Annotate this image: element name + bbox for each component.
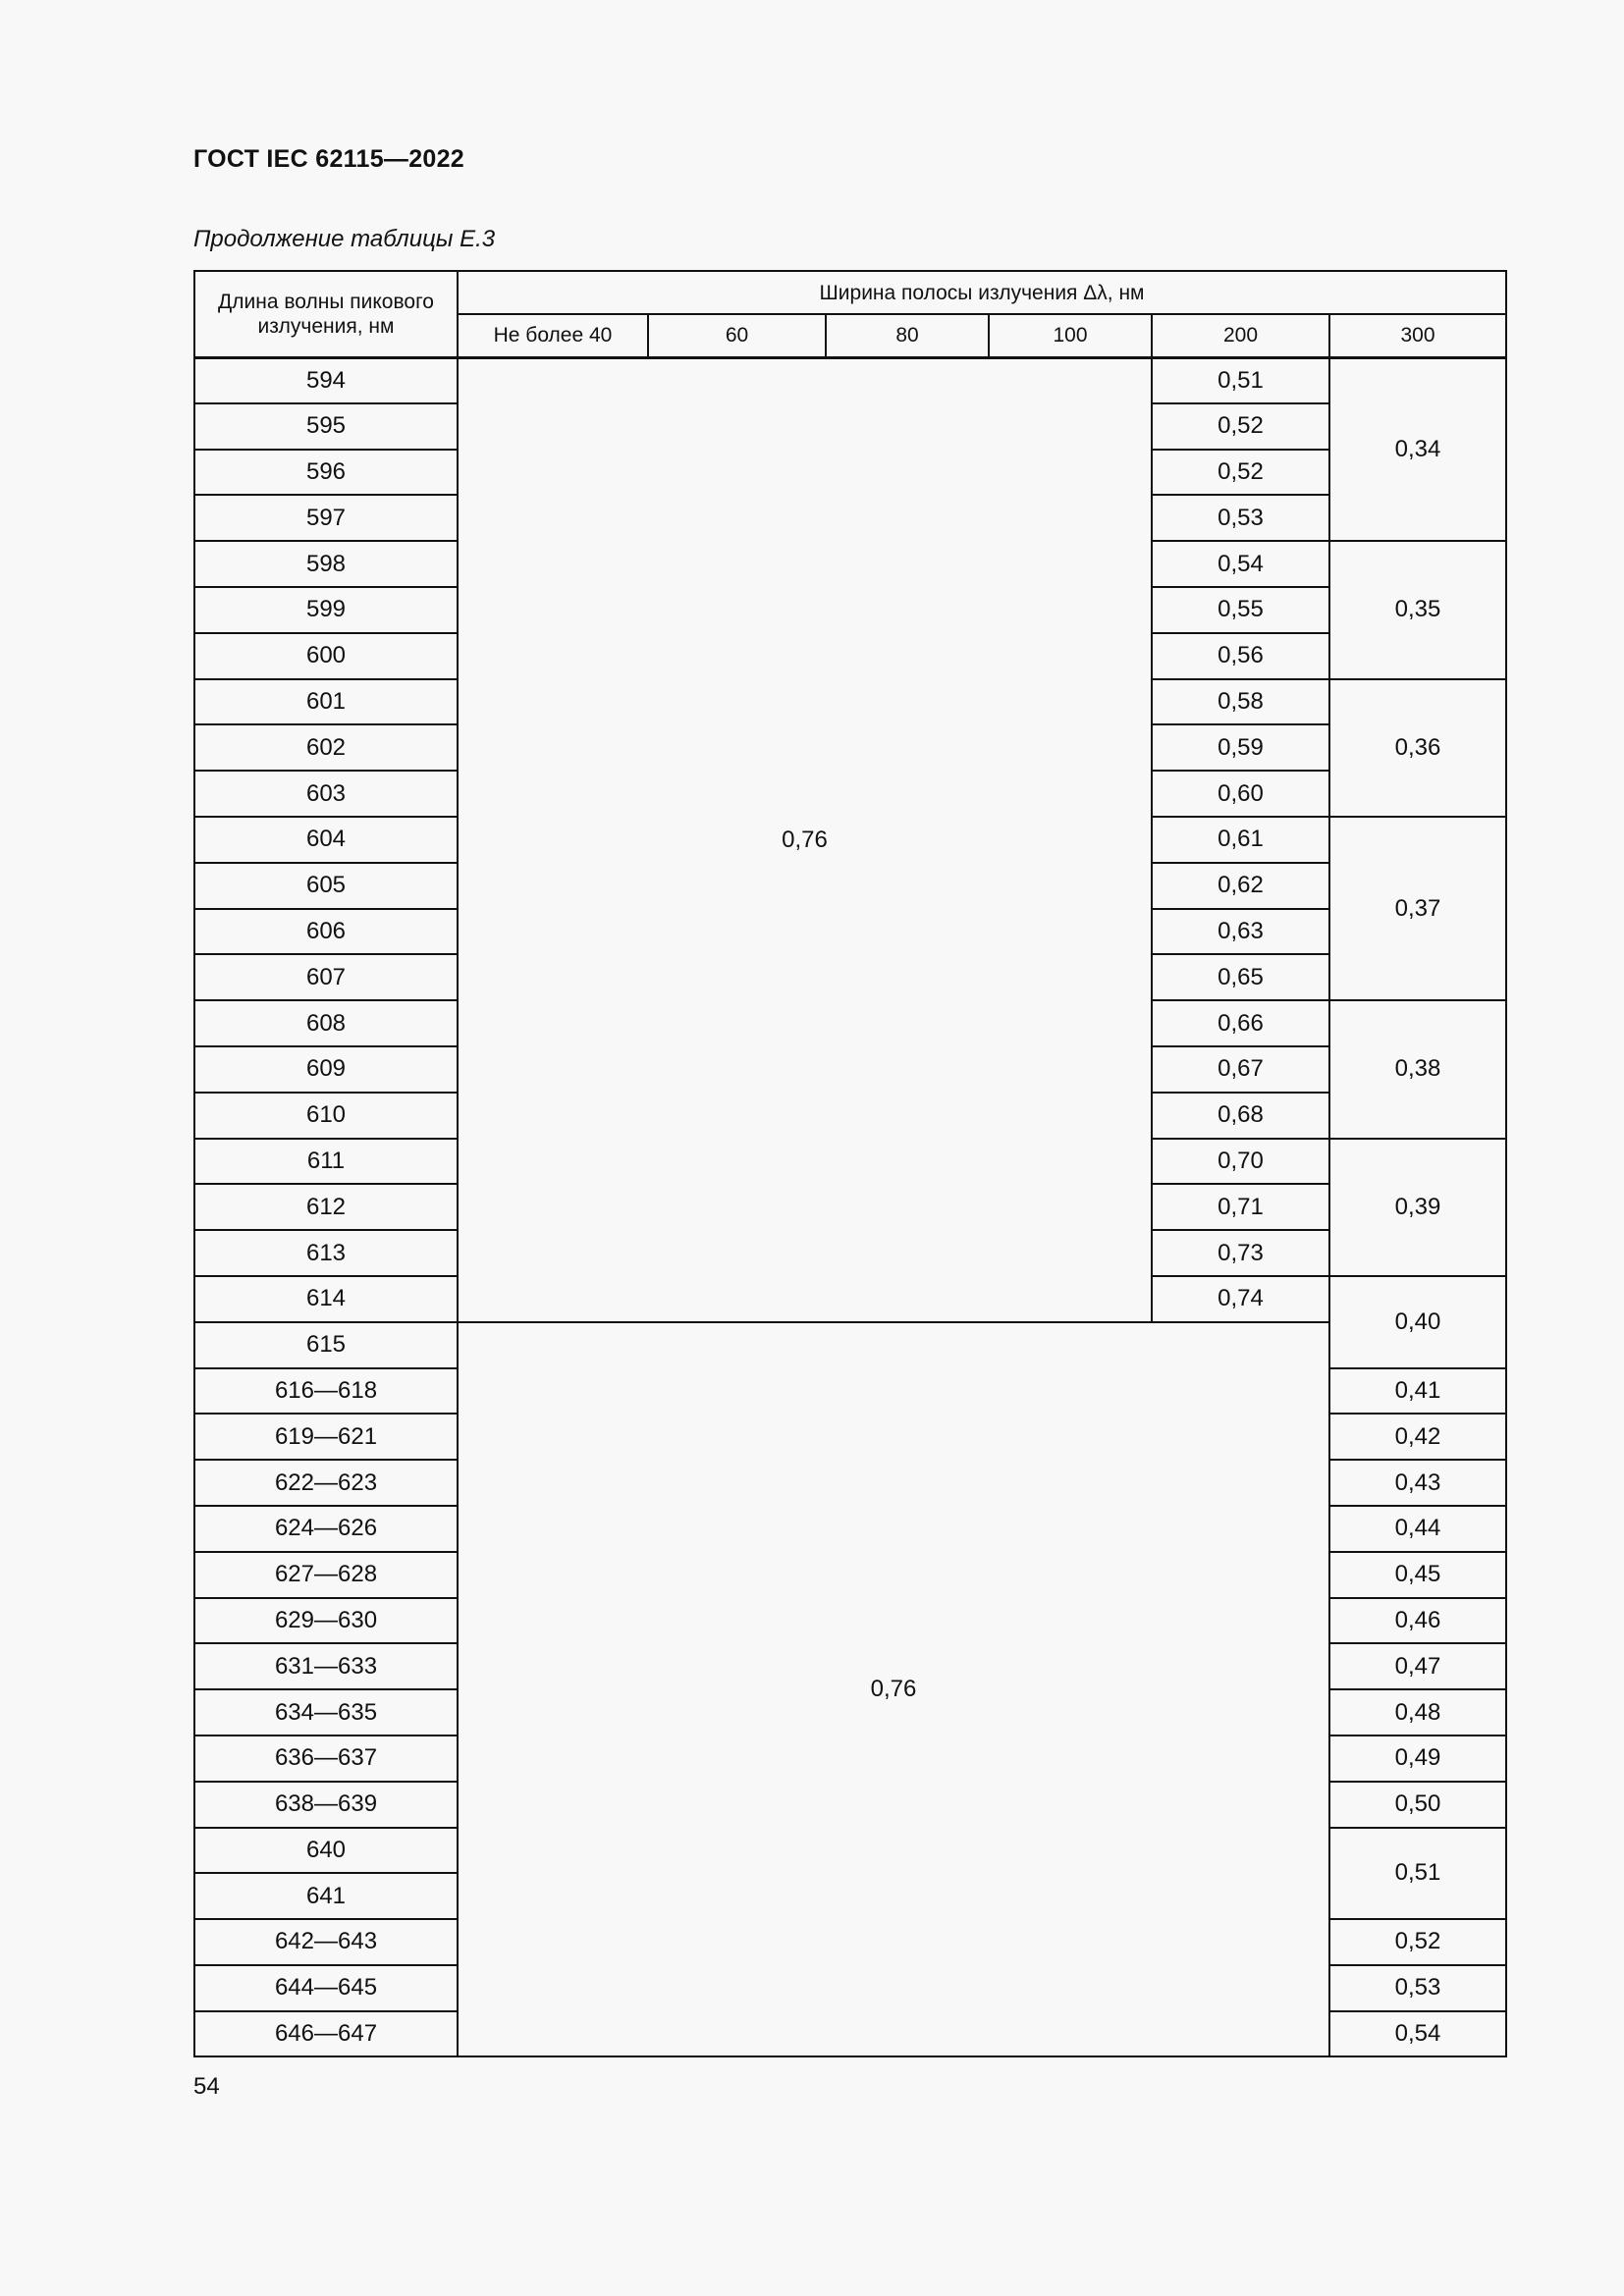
bandwidth-300-cell: 0,35	[1329, 541, 1506, 678]
header-wavelength: Длина волны пикового излучения, нм	[194, 271, 458, 357]
bandwidth-300-cell: 0,46	[1329, 1598, 1506, 1644]
wavelength-cell: 615	[194, 1322, 458, 1368]
bandwidth-300-cell: 0,47	[1329, 1643, 1506, 1689]
wavelength-cell: 627—628	[194, 1552, 458, 1598]
document-code: ГОСТ IEC 62115—2022	[193, 145, 465, 173]
table-caption: Продолжение таблицы Е.3	[193, 226, 496, 252]
bandwidth-200-cell: 0,70	[1152, 1139, 1329, 1185]
wavelength-cell: 597	[194, 495, 458, 541]
wavelength-cell: 646—647	[194, 2011, 458, 2057]
wavelength-cell: 609	[194, 1046, 458, 1093]
bandwidth-300-cell: 0,48	[1329, 1689, 1506, 1735]
wavelength-cell: 634—635	[194, 1689, 458, 1735]
merged-value-lower: 0,76	[458, 1322, 1329, 2057]
wavelength-cell: 596	[194, 450, 458, 496]
bandwidth-300-cell: 0,53	[1329, 1965, 1506, 2011]
wavelength-cell: 640	[194, 1828, 458, 1874]
wavelength-cell: 595	[194, 403, 458, 450]
wavelength-cell: 644—645	[194, 1965, 458, 2011]
page-number: 54	[193, 2073, 220, 2100]
table-body	[194, 357, 1506, 2056]
bandwidth-200-cell: 0,60	[1152, 771, 1329, 817]
bandwidth-200-cell: 0,55	[1152, 587, 1329, 633]
header-col-60: 60	[648, 314, 826, 357]
wavelength-cell: 641	[194, 1873, 458, 1919]
bandwidth-300-cell: 0,51	[1329, 1828, 1506, 1920]
bandwidth-200-cell: 0,54	[1152, 541, 1329, 587]
bandwidth-300-cell: 0,34	[1329, 357, 1506, 541]
wavelength-cell: 629—630	[194, 1598, 458, 1644]
bandwidth-200-cell: 0,66	[1152, 1000, 1329, 1046]
bandwidth-300-cell: 0,50	[1329, 1782, 1506, 1828]
bandwidth-200-cell: 0,52	[1152, 403, 1329, 450]
bandwidth-200-cell: 0,73	[1152, 1230, 1329, 1276]
wavelength-cell: 599	[194, 587, 458, 633]
bandwidth-300-cell: 0,37	[1329, 817, 1506, 1000]
wavelength-cell: 605	[194, 863, 458, 909]
bandwidth-200-cell: 0,63	[1152, 909, 1329, 955]
bandwidth-200-cell: 0,68	[1152, 1093, 1329, 1139]
wavelength-cell: 614	[194, 1276, 458, 1322]
wavelength-cell: 606	[194, 909, 458, 955]
wavelength-cell: 602	[194, 724, 458, 771]
bandwidth-200-cell: 0,52	[1152, 450, 1329, 496]
bandwidth-300-cell: 0,39	[1329, 1139, 1506, 1276]
wavelength-cell: 622—623	[194, 1460, 458, 1506]
bandwidth-200-cell: 0,71	[1152, 1184, 1329, 1230]
header-col-max40: Не более 40	[458, 314, 648, 357]
bandwidth-200-cell: 0,65	[1152, 954, 1329, 1000]
bandwidth-300-cell: 0,36	[1329, 679, 1506, 817]
header-bandwidth: Ширина полосы излучения Δλ, нм	[458, 271, 1506, 314]
header-col-100: 100	[989, 314, 1152, 357]
bandwidth-200-cell: 0,61	[1152, 817, 1329, 863]
bandwidth-300-cell: 0,42	[1329, 1414, 1506, 1460]
wavelength-cell: 608	[194, 1000, 458, 1046]
bandwidth-300-cell: 0,52	[1329, 1919, 1506, 1965]
bandwidth-300-cell: 0,49	[1329, 1735, 1506, 1782]
bandwidth-300-cell: 0,38	[1329, 1000, 1506, 1138]
bandwidth-200-cell: 0,74	[1152, 1276, 1329, 1322]
wavelength-cell: 642—643	[194, 1919, 458, 1965]
bandwidth-200-cell: 0,59	[1152, 724, 1329, 771]
wavelength-cell: 601	[194, 679, 458, 725]
wavelength-cell: 600	[194, 633, 458, 679]
wavelength-cell: 611	[194, 1139, 458, 1185]
bandwidth-200-cell: 0,67	[1152, 1046, 1329, 1093]
wavelength-cell: 616—618	[194, 1368, 458, 1415]
wavelength-cell: 612	[194, 1184, 458, 1230]
wavelength-cell: 636—637	[194, 1735, 458, 1782]
wavelength-cell: 638—639	[194, 1782, 458, 1828]
merged-value-upper: 0,76	[458, 357, 1152, 1322]
bandwidth-200-cell: 0,51	[1152, 357, 1329, 403]
bandwidth-300-cell: 0,45	[1329, 1552, 1506, 1598]
spectral-table	[193, 270, 1507, 2057]
wavelength-cell: 603	[194, 771, 458, 817]
wavelength-cell: 594	[194, 357, 458, 403]
bandwidth-200-cell: 0,62	[1152, 863, 1329, 909]
wavelength-cell: 598	[194, 541, 458, 587]
wavelength-cell: 610	[194, 1093, 458, 1139]
wavelength-cell: 613	[194, 1230, 458, 1276]
table-row	[194, 357, 1506, 403]
bandwidth-200-cell: 0,56	[1152, 633, 1329, 679]
header-col-300: 300	[1329, 314, 1506, 357]
bandwidth-300-cell: 0,41	[1329, 1368, 1506, 1415]
wavelength-cell: 607	[194, 954, 458, 1000]
wavelength-cell: 619—621	[194, 1414, 458, 1460]
wavelength-cell: 631—633	[194, 1643, 458, 1689]
header-col-80: 80	[826, 314, 989, 357]
bandwidth-200-cell: 0,53	[1152, 495, 1329, 541]
header-col-200: 200	[1152, 314, 1329, 357]
bandwidth-200-cell: 0,58	[1152, 679, 1329, 725]
bandwidth-300-cell: 0,54	[1329, 2011, 1506, 2057]
bandwidth-300-cell: 0,43	[1329, 1460, 1506, 1506]
wavelength-cell: 604	[194, 817, 458, 863]
table-row	[194, 1322, 1506, 1368]
bandwidth-300-cell: 0,44	[1329, 1506, 1506, 1552]
wavelength-cell: 624—626	[194, 1506, 458, 1552]
bandwidth-300-cell: 0,40	[1329, 1276, 1506, 1368]
